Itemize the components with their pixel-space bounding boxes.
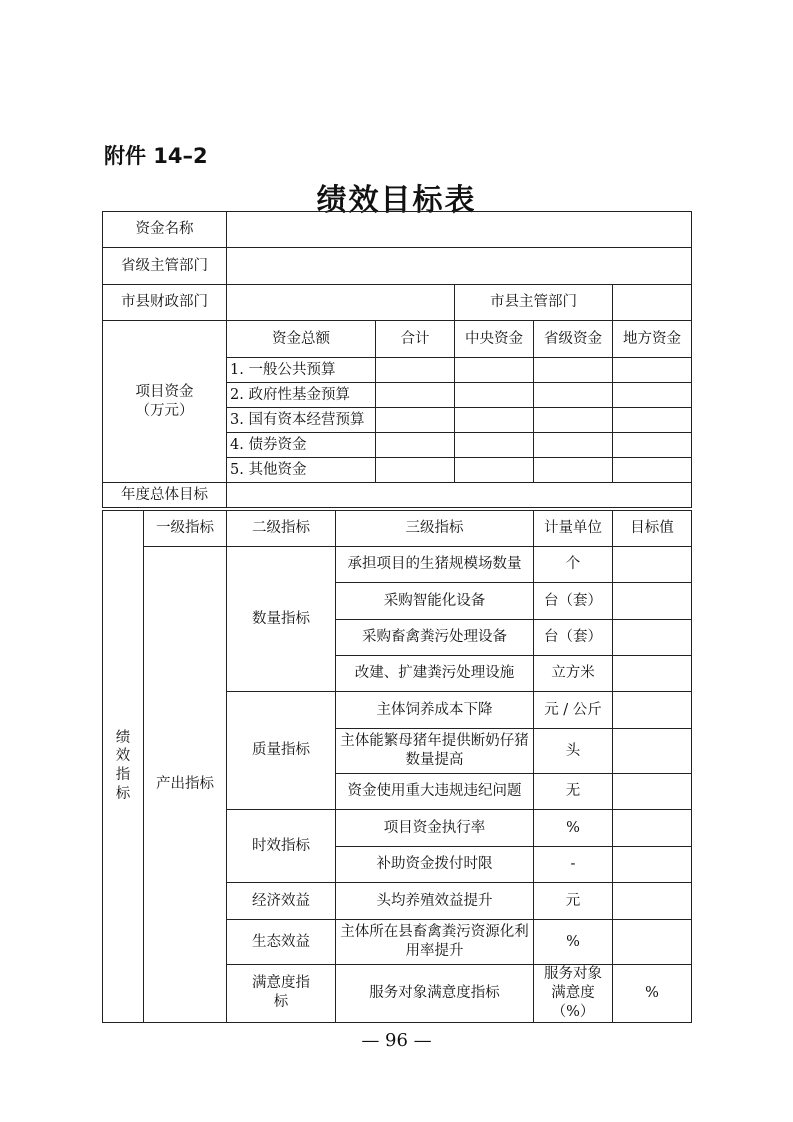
fund-cell[interactable] [376, 433, 455, 458]
city-finance-label: 市县财政部门 [103, 285, 227, 321]
fund-row-label: 4. 债券资金 [227, 433, 376, 458]
level2-quantity: 数量指标 [227, 547, 336, 692]
fund-cell[interactable] [534, 408, 613, 433]
city-finance-value[interactable] [227, 285, 455, 321]
indicator-name: 采购智能化设备 [336, 583, 534, 620]
indicator-unit: 头 [534, 729, 613, 774]
fund-name-label: 资金名称 [103, 212, 227, 248]
level1-satisfaction: 满意度指标 [227, 965, 336, 1023]
fund-cell[interactable] [534, 383, 613, 408]
fund-row-label: 5. 其他资金 [227, 458, 376, 483]
fund-cell[interactable] [455, 408, 534, 433]
indicator-target[interactable] [613, 810, 692, 847]
fund-row-label: 3. 国有资本经营预算 [227, 408, 376, 433]
indicator-name: 头均养殖效益提升 [336, 883, 534, 920]
indicator-name: 改建、扩建粪污处理设施 [336, 656, 534, 692]
project-funds-label [103, 321, 227, 483]
project-funds-title: 项目资金 [135, 383, 194, 400]
fund-cell[interactable] [613, 458, 692, 483]
header-level1: 一级指标 [144, 511, 227, 547]
indicator-unit: 个 [534, 547, 613, 583]
city-dept-label: 市县主管部门 [455, 285, 613, 321]
indicator-target[interactable] [613, 883, 692, 920]
funds-table [102, 211, 692, 508]
fund-row-label: 1. 一般公共预算 [227, 358, 376, 383]
indicator-unit: % [534, 920, 613, 965]
indicator-target[interactable] [613, 729, 692, 774]
level2-quality: 质量指标 [227, 692, 336, 810]
indicators-side-label: 绩效指标 [103, 511, 144, 1023]
fund-cell[interactable] [376, 383, 455, 408]
indicator-unit: 台（套） [534, 583, 613, 620]
indicator-unit: % [534, 810, 613, 847]
indicator-name: 采购畜禽粪污处理设备 [336, 620, 534, 656]
indicator-unit: 无 [534, 774, 613, 810]
header-unit: 计量单位 [534, 511, 613, 547]
col-header-total: 资金总额 [227, 321, 376, 358]
fund-cell[interactable] [455, 358, 534, 383]
annual-goal-label: 年度总体目标 [103, 483, 227, 508]
provincial-dept-label: 省级主管部门 [103, 248, 227, 285]
col-header-local: 地方资金 [613, 321, 692, 358]
indicator-unit: 元 [534, 883, 613, 920]
indicator-name: 主体饲养成本下降 [336, 692, 534, 729]
indicator-name: 主体能繁母猪年提供断奶仔猪数量提高 [336, 729, 534, 774]
indicator-unit: - [534, 847, 613, 883]
indicator-name: 主体所在县畜禽粪污资源化利用率提升 [336, 920, 534, 965]
annual-goal-value[interactable] [227, 483, 692, 508]
fund-cell[interactable] [376, 358, 455, 383]
col-header-provincial: 省级资金 [534, 321, 613, 358]
fund-cell[interactable] [455, 383, 534, 408]
indicator-name: 资金使用重大违规违纪问题 [336, 774, 534, 810]
header-level2: 二级指标 [227, 511, 336, 547]
indicator-target[interactable] [613, 847, 692, 883]
provincial-dept-value[interactable] [227, 248, 692, 285]
fund-cell[interactable] [455, 458, 534, 483]
level2-service: 服务对象满意度指标 [336, 965, 534, 1023]
col-header-sum: 合计 [376, 321, 455, 358]
indicator-name: 补助资金拨付时限 [336, 847, 534, 883]
fund-cell[interactable] [455, 433, 534, 458]
indicator-unit: % [613, 965, 692, 1023]
fund-cell[interactable] [534, 358, 613, 383]
indicator-name: 项目资金执行率 [336, 810, 534, 847]
level2-ecological: 生态效益 [227, 920, 336, 965]
indicator-name: 承担项目的生猪规模场数量 [336, 547, 534, 583]
indicator-unit: 元 / 公斤 [534, 692, 613, 729]
level2-economic: 经济效益 [227, 883, 336, 920]
fund-cell[interactable] [613, 383, 692, 408]
indicator-target[interactable] [613, 692, 692, 729]
indicator-target[interactable] [613, 656, 692, 692]
indicator-target[interactable] [613, 620, 692, 656]
fund-cell[interactable] [534, 458, 613, 483]
page-title: 绩效目标表 [316, 183, 477, 218]
fund-cell[interactable] [613, 358, 692, 383]
col-header-central: 中央资金 [455, 321, 534, 358]
indicator-target[interactable] [613, 547, 692, 583]
level1-output: 产出指标 [144, 547, 227, 1023]
city-dept-value[interactable] [613, 285, 692, 321]
attachment-label: 附件 14–2 [104, 144, 208, 168]
indicator-target[interactable] [613, 920, 692, 965]
fund-cell[interactable] [613, 433, 692, 458]
page-number: — 96 — [361, 1030, 432, 1051]
header-target: 目标值 [613, 511, 692, 547]
header-level3: 三级指标 [336, 511, 534, 547]
fund-cell[interactable] [613, 408, 692, 433]
indicator-target[interactable] [613, 583, 692, 620]
indicator-target[interactable] [613, 774, 692, 810]
fund-name-value[interactable] [227, 212, 692, 248]
project-funds-unit: （万元） [135, 402, 194, 419]
indicator-unit: 立方米 [534, 656, 613, 692]
fund-cell[interactable] [534, 433, 613, 458]
indicator-name: 服务对象满意度（%） [534, 965, 613, 1023]
indicator-unit: 台（套） [534, 620, 613, 656]
fund-cell[interactable] [376, 408, 455, 433]
fund-row-label: 2. 政府性基金预算 [227, 383, 376, 408]
level2-timeliness: 时效指标 [227, 810, 336, 883]
indicators-table [102, 510, 692, 1023]
fund-cell[interactable] [376, 458, 455, 483]
